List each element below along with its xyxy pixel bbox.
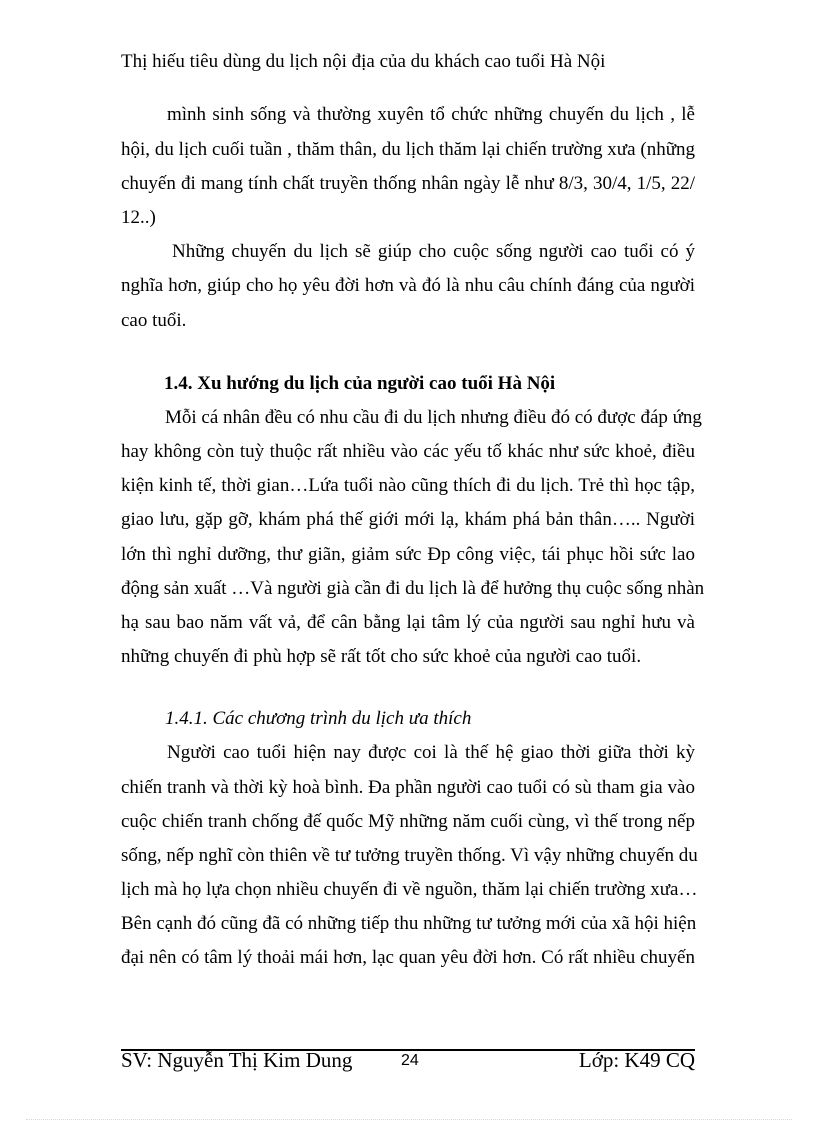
- subsection-heading: 1.4.1. Các chương trình du lịch ưa thích: [165, 708, 472, 729]
- body-line: Bên cạnh đó cũng đã có những tiếp thu những tư tưởng mới của xã hội hiện: [121, 913, 697, 934]
- footer-class: Lớp: K49 CQ: [578, 1048, 695, 1072]
- page-number: 24: [401, 1052, 419, 1069]
- body-line: hội, du lịch cuối tuần , thăm thân, du lịch thăm lại chiến trường xưa (những: [121, 139, 695, 160]
- body-line: cuộc chiến tranh chống đế quốc Mỹ những năm cuối cùng, vì thế trong nếp: [121, 811, 695, 832]
- body-line: chiến tranh và thời kỳ hoà bình. Đa phần người cao tuổi có sù tham gia vào: [121, 777, 695, 798]
- body-line: Mỗi cá nhân đều có nhu cầu đi du lịch nhưng điều đó có được đáp ứng: [165, 407, 702, 428]
- page-edge-divider: [26, 1119, 792, 1120]
- body-line: hạ sau bao năm vất vả, để cân bằng lại tâm lý của người sau nghỉ hưu và: [121, 612, 695, 633]
- body-line: mình sinh sống và thường xuyên tổ chức những chuyến du lịch , lễ: [167, 104, 695, 125]
- running-header: Thị hiếu tiêu dùng du lịch nội địa của du khách cao tuổi Hà Nội: [121, 51, 606, 72]
- body-line: Người cao tuổi hiện nay được coi là thế hệ giao thời giữa thời kỳ: [167, 742, 695, 763]
- body-line: kiện kinh tế, thời gian…Lứa tuổi nào cũng thích đi du lịch. Trẻ thì học tập,: [121, 475, 695, 496]
- body-line: lịch mà họ lựa chọn nhiều chuyến đi về nguồn, thăm lại chiến trường xưa…: [121, 879, 698, 900]
- footer-author: SV: Nguyễn Thị Kim Dung: [121, 1048, 353, 1072]
- body-line: 12..): [121, 207, 156, 228]
- body-line: những chuyến đi phù hợp sẽ rất tốt cho sức khoẻ của người cao tuổi.: [121, 646, 642, 667]
- body-line: sống, nếp nghĩ còn thiên về tư tưởng truyền thống. Vì vậy những chuyến du: [121, 845, 698, 866]
- body-line: lớn thì nghỉ dưỡng, thư giãn, giảm sức Đp công việc, tái phục hồi sức lao: [121, 544, 695, 565]
- body-line: cao tuổi.: [121, 310, 187, 331]
- body-line: đại nên có tâm lý thoải mái hơn, lạc quan yêu đời hơn. Có rất nhiều chuyến: [121, 947, 695, 968]
- body-line: nghĩa hơn, giúp cho họ yêu đời hơn và đó là nhu câu chính đáng của người: [121, 275, 695, 296]
- body-line: hay không còn tuỳ thuộc rất nhiều vào các yếu tố khác như sức khoẻ, điều: [121, 441, 695, 462]
- body-line: giao lưu, gặp gỡ, khám phá thế giới mới lạ, khám phá bản thân….. Người: [121, 509, 695, 530]
- section-heading: 1.4. Xu hướng du lịch của người cao tuổi Hà Nội: [164, 373, 556, 394]
- body-line: động sản xuất …Và người già cần đi du lịch là để hưởng thụ cuộc sống nhàn: [121, 578, 705, 599]
- body-line: Những chuyến du lịch sẽ giúp cho cuộc sống người cao tuổi có ý: [172, 241, 695, 262]
- body-line: chuyến đi mang tính chất truyền thống nhân ngày lễ như 8/3, 30/4, 1/5, 22/: [121, 173, 695, 194]
